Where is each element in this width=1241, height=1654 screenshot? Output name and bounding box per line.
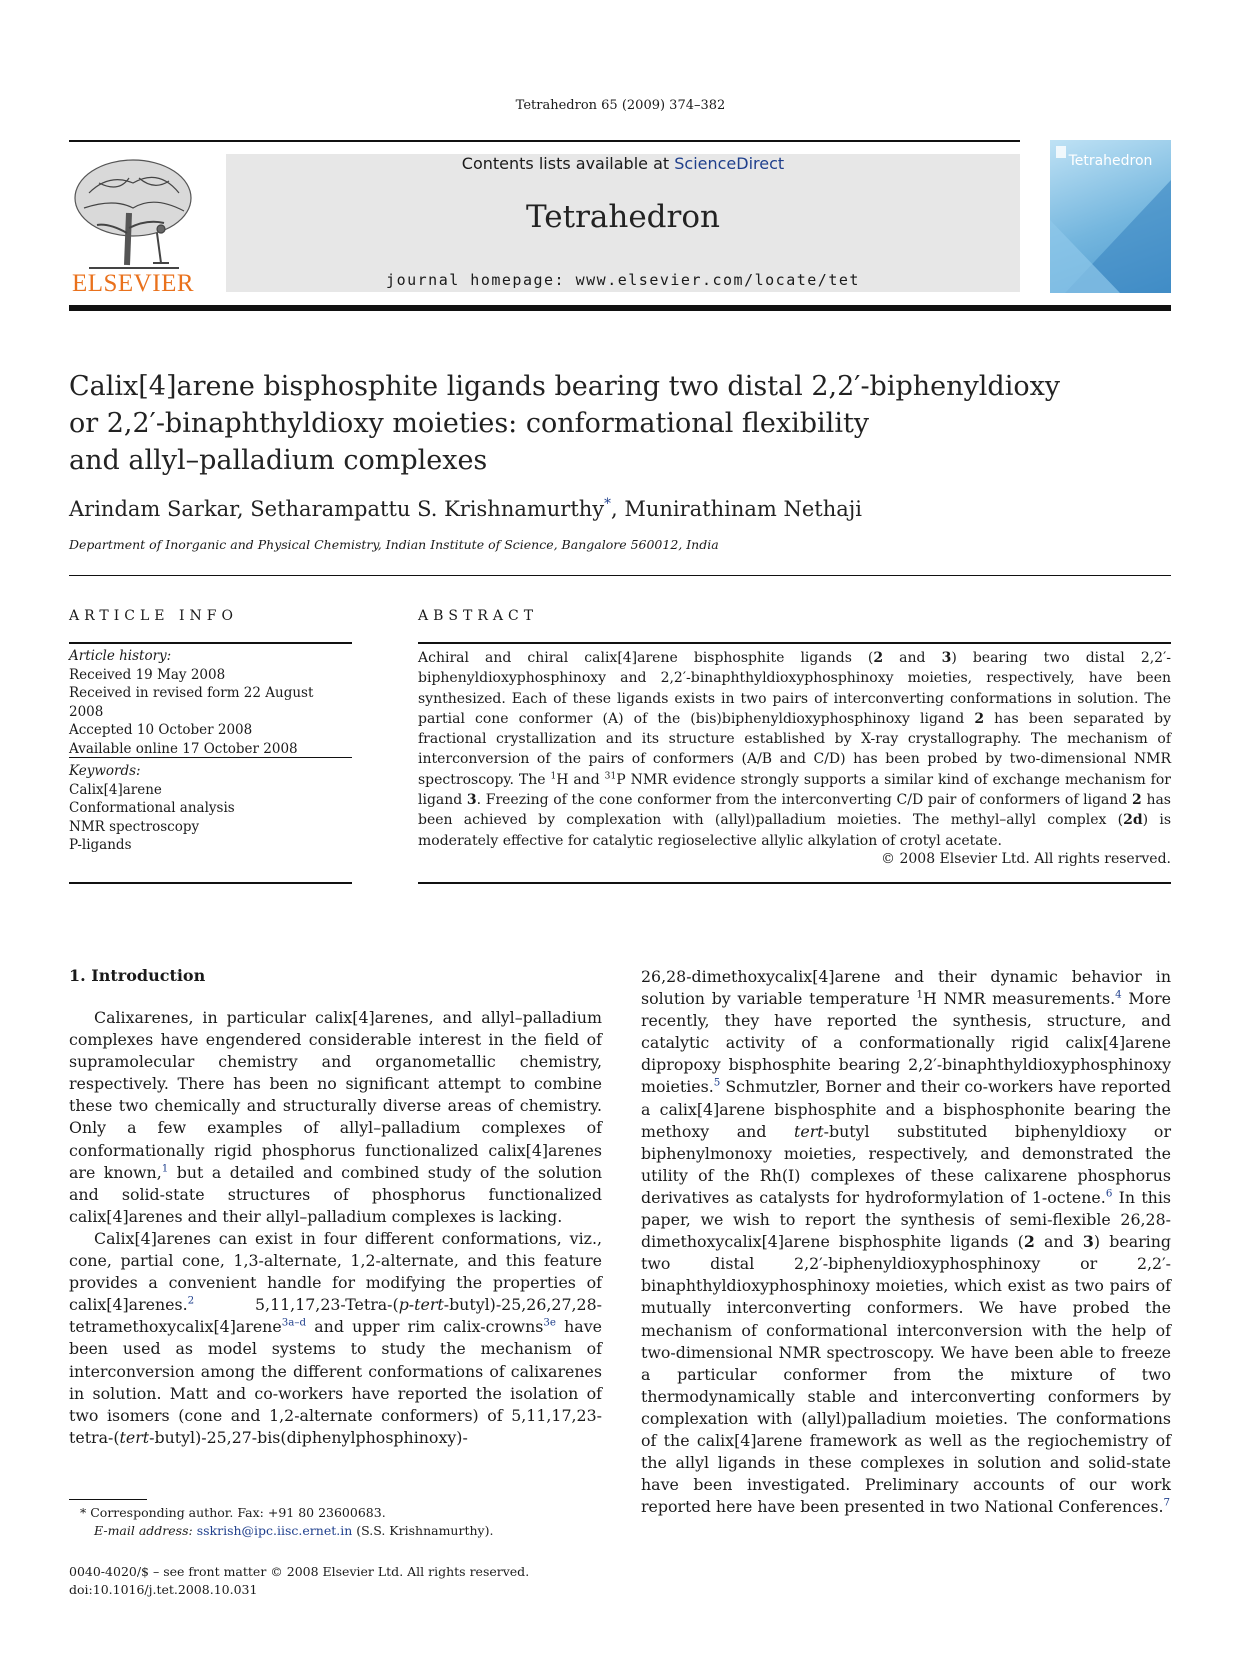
keyword: NMR spectroscopy [69,818,200,835]
history-item: Accepted 10 October 2008 [69,722,253,738]
authors-first: Arindam Sarkar, Setharampattu S. Krishnamurthy [69,497,605,521]
compound-number: 3 [1082,1232,1094,1252]
text-span: and upper rim calix-crowns [306,1317,544,1337]
body-column-left [69,1007,602,1449]
abstract-rule [418,642,1171,644]
text-span: 5,11,17,23-Tetra-( [194,1295,399,1315]
affiliation-rule [69,575,1171,576]
journal-title: Tetrahedron [526,199,720,235]
compound-number: 2 [873,650,884,666]
isotope-superscript: 1 [916,988,923,1001]
keywords-rule [69,757,352,758]
abstract-span: P NMR evidence strongly supports a similar kind of exchange mechanism for ligand [418,771,1171,809]
reference-link[interactable]: 7 [1163,1496,1171,1509]
title-line: and allyl–palladium complexes [69,445,488,476]
publisher-name: ELSEVIER [71,270,195,297]
italic-span: tert [119,1427,150,1447]
text-span: ) bearing two distal 2,2′-biphenyldioxyphosphinoxy or 2,2′-binaphthyldioxyphosphinoxy moieties, which exist as two pairs of mutually interconverting conformers. We have probed the mechanism of conformational interconversion with the help of two-dimensional NMR spectroscopy. We have been able to freeze a particular conformer from the mixture of two thermodynamically stable and interconverting conformers by complexation with (allyl)palladium moieties. The conformations of the calix[4]arene framework as well as the regiochemistry of the allyl ligands in these complexes in solution and solid-state have been investigated. Preliminary accounts of our work reported here have been presented in two National Conferences. [641,1232,1172,1517]
abstract-bottom-rule [418,882,1171,884]
history-item: Received 19 May 2008 [69,666,226,683]
text-span: 26,28-dimethoxycalix[4]arene and their dynamic behavior in solution by variable temperature [641,967,1171,1009]
reference-link[interactable]: 3a–d [281,1317,307,1330]
section-heading-introduction: 1. Introduction [69,966,206,985]
text-span: and [1034,1232,1083,1252]
compound-number: 3 [466,792,477,809]
doi[interactable]: doi:10.1016/j.tet.2008.10.031 [69,1582,258,1597]
footnote-fax: * Corresponding author. Fax: +91 80 23600683. [80,1505,386,1520]
compound-number: 3 [941,650,952,666]
paragraph [69,1228,602,1449]
article-title [69,368,1129,479]
article-info-bottom-rule [69,882,352,884]
history-item: Received in revised form 22 August 2008 [69,685,314,720]
sciencedirect-link[interactable]: ScienceDirect [674,154,785,173]
abstract-span: ) bearing two distal 2,2′-biphenyldioxyphosphinoxy and 2,2′-binaphthyldioxyphosphinoxy moieties, respectively, have been synthesized. Each of these ligands exists in two pairs of interconverting conformations in solution. The partial cone conformer (A) of the (bis)biphenyldioxyphosphinoxy ligand [418,650,1171,727]
abstract-copyright: © 2008 Elsevier Ltd. All rights reserved. [881,851,1171,867]
keywords [69,762,352,855]
compound-number: 2 [1132,792,1142,809]
front-matter [69,1563,629,1599]
contents-line [226,154,1020,173]
italic-span: p-tert [398,1295,444,1315]
text-span: -butyl)-25,26,27,28-tetramethoxycalix[4]arene [69,1295,602,1337]
compound-number: 2 [974,710,985,727]
reference-link[interactable]: 3e [543,1317,556,1330]
title-line: Calix[4]arene bisphosphite ligands bearing two distal 2,2′-biphenyldioxy [69,371,1061,402]
text-span: but a detailed and combined study of the solution and solid-state structures of phosphorus functionalized calix[4]arenes and their allyl–palladium complexes is lacking. [69,1162,602,1226]
cover-title: Tetrahedron [1068,153,1153,169]
history-item: Available online 17 October 2008 [69,740,298,757]
corresponding-author-marker[interactable]: * [604,496,611,512]
paragraph [641,966,1171,1518]
email-link[interactable]: sskrish@ipc.iisc.ernet.in [196,1523,353,1538]
abstract-span: Achiral and chiral calix[4]arene bisphosphite ligands ( [418,650,874,666]
abstract-span: and [883,650,942,666]
abstract-heading: ABSTRACT [418,608,539,624]
text-span: Calixarenes, in particular calix[4]arenes, and allyl–palladium complexes have engendered considerable interest in the field of supramolecular chemistry and organometallic chemistry, respectively. There has been no significant attempt to combine these two chemically and structurally diverse areas of chemistry. Only a few examples of allyl–palladium complexes of conformationally rigid phosphorus functionalized calix[4]arenes are known, [69,1008,602,1182]
journal-citation: Tetrahedron 65 (2009) 374–382 [515,98,726,113]
reference-link[interactable]: 4 [1115,988,1122,1001]
authors [69,497,1129,521]
corresponding-author-footnote [80,1504,620,1540]
header-rule [69,140,1020,142]
text-span: -butyl)-25,27-bis(diphenylphosphinoxy)- [149,1427,468,1447]
front-matter-line: 0040-4020/$ – see front matter © 2008 Elsevier Ltd. All rights reserved. [69,1564,530,1579]
affiliation: Department of Inorganic and Physical Chemistry, Indian Institute of Science, Bangalore 560012, India [69,537,719,552]
keyword: Conformational analysis [69,800,235,816]
footnote-rule [69,1499,147,1500]
title-line: or 2,2′-binaphthyldioxy moieties: conformational flexibility [69,408,870,439]
reference-link[interactable]: 5 [713,1077,721,1090]
keyword: Calix[4]arene [69,781,162,798]
footnote-email-line [80,1522,620,1540]
reference-link[interactable]: 2 [187,1294,195,1307]
text-span: have been used as model systems to study the mechanism of interconversion among the different conformations of calixarenes in solution. Matt and co-workers have reported the isolation of two isomers (cone and 1,2-alternate conformers) of 5,11,17,23-tetra-( [69,1317,602,1447]
authors-last: , Munirathinam Nethaji [611,497,863,521]
abstract-span: has been achieved by complexation with (allyl)palladium moieties. The methyl–allyl complex ( [418,792,1171,829]
text-span: Schmutzler, Borner and their co-workers have reported a calix[4]arene bisphosphite and a bisphosphonite bearing the methoxy and [641,1077,1171,1141]
abstract-span: . Freezing of the cone conformer from the interconverting C/D pair of conformers of ligand [476,792,1133,809]
italic-span: tert [794,1121,824,1141]
keyword: P-ligands [69,837,132,853]
email-suffix: (S.S. Krishnamurthy). [352,1523,494,1538]
isotope-superscript: 1 [550,771,557,782]
article-info-heading: ARTICLE INFO [69,608,238,624]
contents-prefix: Contents lists available at [461,154,675,173]
text-span: More recently, they have reported the synthesis, structure, and catalytic activity of a conformationally rigid calix[4]arene dipropoxy bisphosphite bearing 2,2′-binaphthyldioxyphosphinoxy moieties. [641,989,1171,1097]
header-thick-rule [69,305,1171,311]
paragraph [69,1007,602,1228]
text-span: -butyl substituted biphenyldioxy or biphenylmonoxy moieties, respectively, and demonstrated the utility of the Rh(I) complexes of these calixarene phosphorus derivatives as catalysts for hydroformylation of 1-octene. [641,1121,1171,1207]
journal-homepage[interactable]: journal homepage: www.elsevier.com/locate/tet [386,271,860,289]
compound-number: 2d [1123,812,1143,829]
text-span: H NMR measurements. [922,989,1116,1009]
keywords-label: Keywords: [69,763,141,779]
article-history [69,647,352,758]
text-span: Calix[4]arenes can exist in four different conformations, viz., cone, partial cone, 1,3-alternate, 1,2-alternate, and this feature provides a convenient handle for modifying the properties of calix[4]arenes. [69,1228,602,1315]
body-column-right [641,966,1171,1518]
reference-link[interactable]: 6 [1105,1187,1113,1200]
history-label: Article history: [69,648,172,664]
isotope-superscript: 31 [604,771,617,782]
email-label: E-mail address: [94,1523,197,1538]
abstract-text [418,648,1171,851]
article-info-rule [69,642,352,644]
compound-number: 2 [1023,1232,1035,1252]
abstract-span: has been separated by fractional crystallization and its structure established by X-ray crystallography. The mechanism of interconversion of the pairs of conformers (A/B and C/D) has been probed by two-dimensional NMR spectroscopy. The [418,710,1171,788]
text-span: In this paper, we wish to report the synthesis of semi-flexible 26,28-dimethoxycalix[4]arene bisphosphite ligands ( [641,1187,1171,1252]
abstract-span: H and [556,771,605,788]
abstract-span: ) is moderately effective for catalytic regioselective allylic alkylation of crotyl acetate. [418,812,1172,849]
reference-link[interactable]: 1 [161,1162,169,1175]
